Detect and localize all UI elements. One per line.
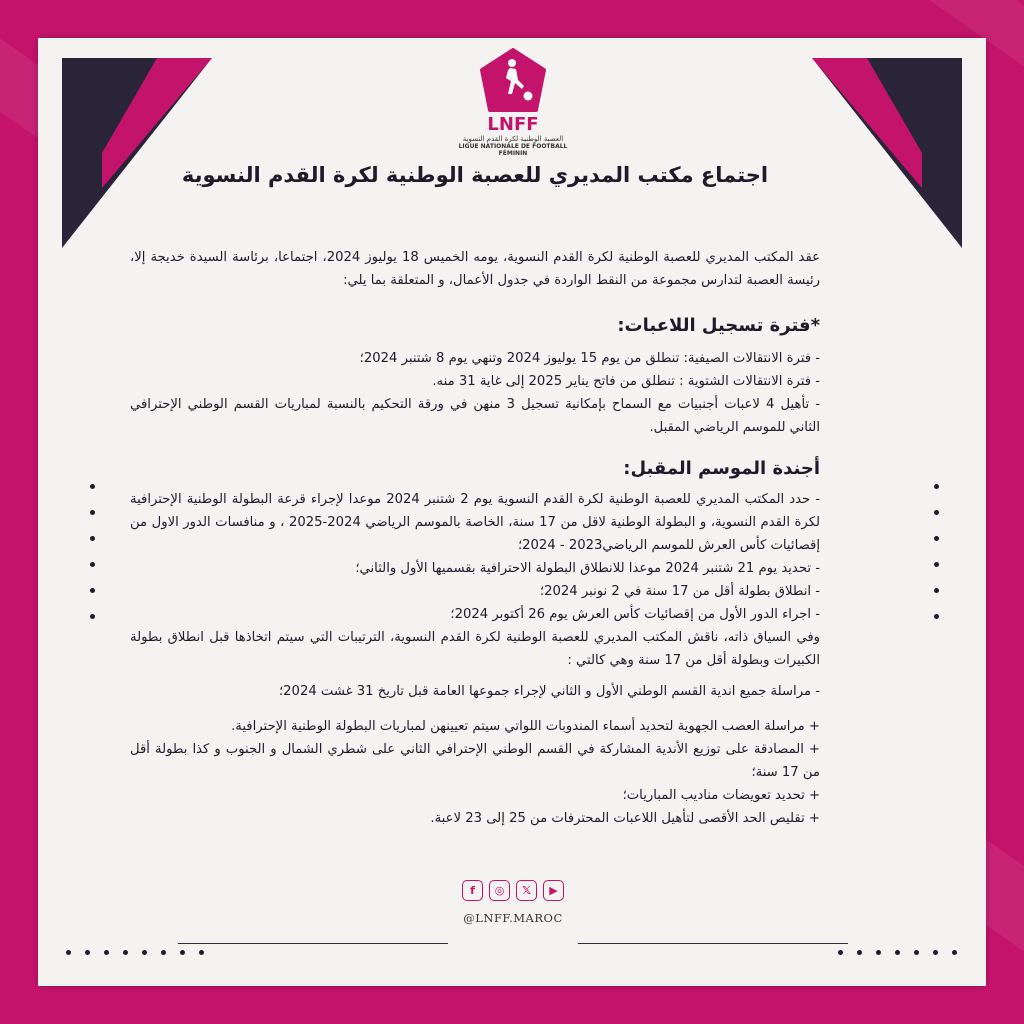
left-dots-decoration — [90, 484, 96, 640]
youtube-icon[interactable]: ▶ — [543, 880, 564, 901]
context-paragraph: وفي السياق ذاته، ناقش المكتب المديري للعصبة الوطنية لكرة القدم النسوية، الترتيبات التي سيتم اتخاذها قبل انطلاق بطولة الكبيرات وبطولة أقل من 17 سنة وهي كالتي : — [130, 630, 820, 668]
logo-arabic-name: العصبة الوطنية لكرة القدم النسوية — [462, 135, 564, 143]
corner-decoration-right — [812, 58, 962, 258]
x-icon[interactable]: 𝕏 — [516, 880, 537, 901]
list-item: - فترة الانتقالات الشتوية : تنطلق من فاتح يناير 2025 إلى غاية 31 منه. — [432, 374, 820, 389]
instagram-icon[interactable]: ◎ — [489, 880, 510, 901]
intro-paragraph: عقد المكتب المديري للعصبة الوطنية لكرة القدم النسوية، يومه الخميس 18 يوليوز 2024، اجتماعا، برئاسة السيدة خديجة إلا، رئيسة العصبة لتدارس مجموعة من النقط الواردة في جدول الأعمال، و المتعلقة بما يلي: — [130, 250, 821, 288]
footer-line-right — [578, 943, 848, 944]
lnff-logo — [458, 48, 568, 158]
logo-acronym: LNFF — [487, 114, 539, 135]
list-item: - مراسلة جميع اندية القسم الوطني الأول و الثاني لإجراء جموعها العامة قبل تاريخ 31 غشت 2024؛ — [278, 684, 820, 699]
social-handle: @LNFF.MAROC — [463, 911, 563, 925]
footer-dots-right — [838, 940, 971, 946]
list-item: - حدد المكتب المديري للعصبة الوطنية لكرة القدم النسوية يوم 2 شتنبر 2024 موعدا لإجراء قرعة البطولة الوطنية الإحترافية لكرة القدم النسوية، و البطولة الوطنية لاقل من 17 سنة، الخاصة بالموسم الرياضي 2024-2025 ، و منافسات الدور الاول من إقصائيات كأس العرش للموسم الرياضي2023 - 2024؛ — [130, 492, 821, 553]
list-item: - انطلاق بطولة أقل من 17 سنة في 2 نونبر 2024؛ — [539, 584, 820, 599]
footer-dots-left — [66, 940, 218, 946]
list-item: - تأهيل 4 لاعبات أجنبيات مع السماح بإمكانية تسجيل 3 منهن في ورقة التحكيم بالنسبة لمباريات القسم الوطني الإحترافي الثاني للموسم الرياضي المقبل. — [130, 397, 820, 435]
section-heading-agenda: أجندة الموسم المقبل: — [623, 458, 820, 479]
facebook-icon[interactable]: f — [462, 880, 483, 901]
section-heading-registration: *فترة تسجيل اللاعبات: — [617, 315, 820, 336]
list-item: - فترة الانتقالات الصيفية: تنطلق من يوم 15 يوليوز 2024 وتنهي يوم 8 شتنبر 2024؛ — [359, 351, 820, 366]
plus-list-item: + المصادقة على توزيع الأندية المشاركة في القسم الوطني الإحترافي الثاني على شطري الشمال و الجنوب و كذا بطولة أقل من 17 سنة؛ — [130, 742, 820, 780]
player-icon — [478, 48, 548, 114]
logo-french-name: LIGUE NATIONALE DE FOOTBALL FÉMININ — [458, 143, 568, 157]
document-body — [130, 210, 820, 830]
footer-line-left — [178, 943, 448, 944]
plus-list-item: + تحديد تعويضات مناديب المباريات؛ — [622, 788, 820, 803]
social-links — [458, 880, 568, 925]
list-item: - اجراء الدور الأول من إقصائيات كأس العرش يوم 26 أكتوبر 2024؛ — [450, 607, 820, 622]
plus-list-item: + تقليص الحد الأقصى لتأهيل اللاعبات المحترفات من 25 إلى 23 لاعبة. — [430, 811, 820, 826]
list-item: - تحديد يوم 21 شتنبر 2024 موعدا للانطلاق البطولة الاحترافية بقسميها الأول والثاني؛ — [355, 561, 820, 576]
plus-list-item: + مراسلة العصب الجهوية لتحديد أسماء المندوبات اللواتي سيتم تعيينهن لمباريات البطولة الوطنية الإحترافية. — [231, 719, 820, 734]
right-dots-decoration — [934, 484, 940, 640]
page-title: اجتماع مكتب المديري للعصبة الوطنية لكرة القدم النسوية — [181, 163, 769, 187]
